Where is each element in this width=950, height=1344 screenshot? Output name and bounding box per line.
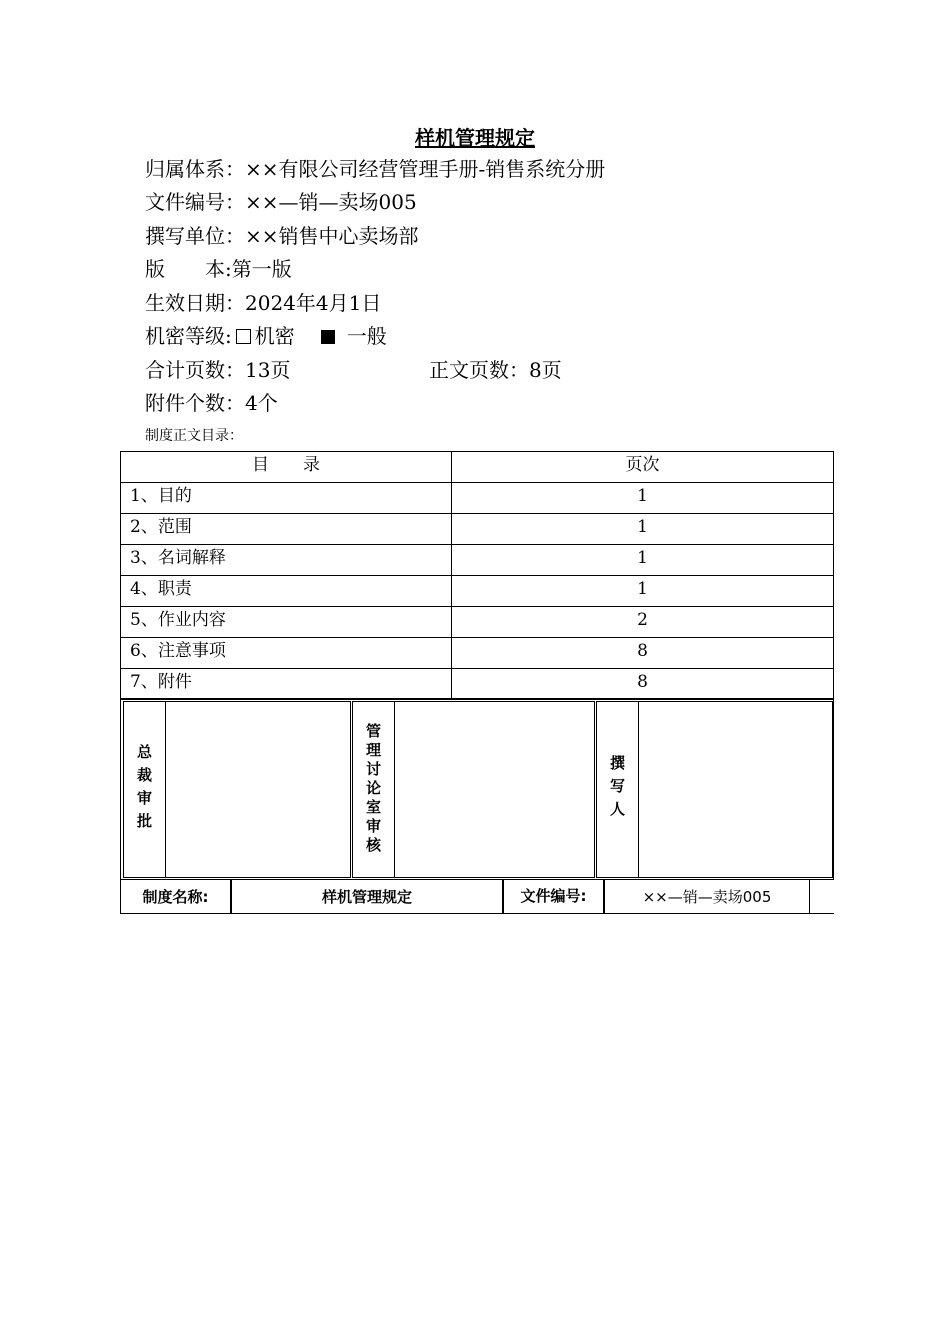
toc-item: 2、范围	[121, 514, 452, 545]
committee-review-label-cell	[352, 701, 395, 878]
toc-item: 7、附件	[121, 669, 452, 700]
writer-label-cell	[596, 701, 639, 878]
belong-system: 归属体系：××有限公司经营管理手册-销售系统分册	[145, 157, 606, 181]
secret-option-general: 一般	[346, 324, 387, 348]
toc-header-row	[121, 452, 834, 483]
toc-item: 3、名词解释	[121, 545, 452, 576]
writer-field[interactable]	[638, 701, 833, 878]
attachment-count: 附件个数：4个	[145, 391, 278, 415]
footer-info	[120, 879, 834, 915]
toc-row	[121, 638, 834, 669]
version: 版 本:第一版	[145, 257, 292, 281]
ceo-approval-label: 总裁审批	[135, 743, 153, 836]
toc-row	[121, 576, 834, 607]
body-pages: 正文页数：8页	[429, 358, 562, 382]
footer-name-value: 样机管理规定	[231, 879, 503, 914]
unchecked-box-icon	[236, 329, 251, 344]
approval-block	[120, 698, 834, 880]
document-title: 样机管理规定	[415, 126, 535, 150]
checked-box-icon	[321, 330, 335, 344]
writer-label: 撰写人	[608, 755, 626, 824]
toc-item: 5、作业内容	[121, 607, 452, 638]
doc-number: 文件编号：××—销—卖场005	[145, 190, 417, 214]
toc-item: 4、职责	[121, 576, 452, 607]
toc-row	[121, 607, 834, 638]
author-unit: 撰写单位：××销售中心卖场部	[145, 224, 419, 248]
footer-no-value: ××—销—卖场005	[604, 879, 810, 914]
ceo-approval-field[interactable]	[165, 701, 351, 878]
toc-header-page: 页次	[452, 452, 834, 483]
toc-row	[121, 483, 834, 514]
ceo-approval-label-cell	[123, 701, 166, 878]
toc-page: 8	[452, 669, 834, 700]
toc-header-contents: 目 录	[121, 452, 452, 483]
footer-name-label: 制度名称:	[120, 879, 231, 914]
toc-item: 1、目的	[121, 483, 452, 514]
toc-row	[121, 669, 834, 700]
toc-page: 1	[452, 483, 834, 514]
footer-trailing-cell	[810, 879, 834, 914]
committee-review-field[interactable]	[394, 701, 595, 878]
toc-table	[120, 451, 834, 700]
secret-option-confidential: 机密	[254, 324, 295, 348]
toc-page: 8	[452, 638, 834, 669]
footer-no-label: 文件编号:	[503, 879, 604, 914]
toc-row	[121, 514, 834, 545]
secret-level	[145, 322, 387, 350]
toc-page: 1	[452, 514, 834, 545]
toc-page: 1	[452, 545, 834, 576]
toc-page: 2	[452, 607, 834, 638]
toc-item: 6、注意事项	[121, 638, 452, 669]
secret-level-label: 机密等级:	[145, 324, 232, 348]
effective-date: 生效日期：2024年4月1日	[145, 291, 382, 315]
committee-review-label: 管理讨论室审核	[364, 723, 382, 856]
total-pages: 合计页数：13页	[145, 358, 291, 382]
toc-page: 1	[452, 576, 834, 607]
toc-caption: 制度正文目录：	[145, 428, 243, 444]
toc-row	[121, 545, 834, 576]
